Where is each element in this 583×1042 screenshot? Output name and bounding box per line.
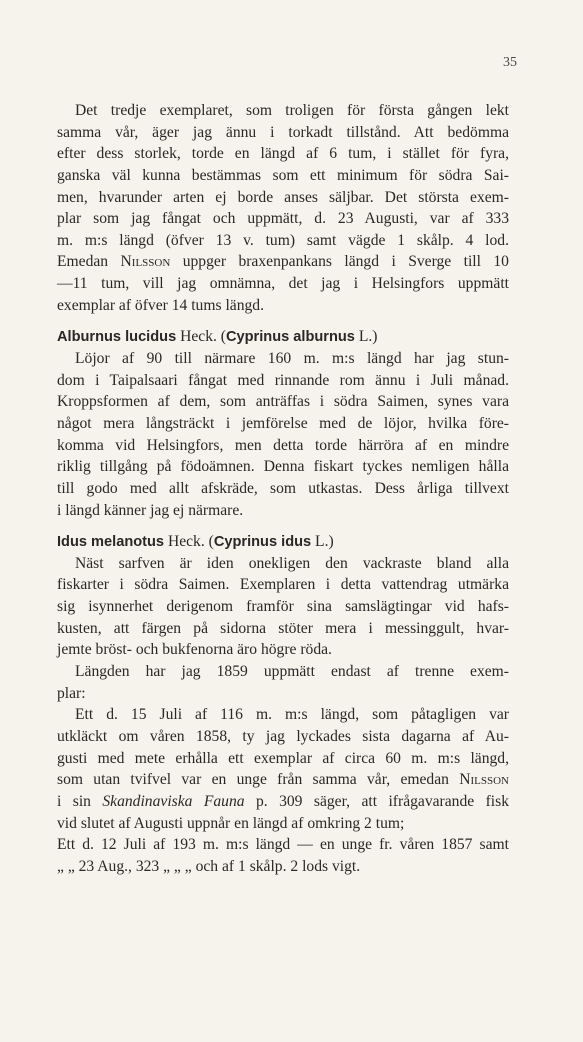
page-number: 35 [503,55,517,70]
text-line: Ett d. 12 Juli af 193 m. m:s längd — en unge fr. våren 1857 samt [57,836,509,854]
text-line: kusten, att färgen på sidorna stöter mera i messinggult, hvar- [57,619,509,637]
text-line [57,251,509,273]
text-line: riklig tillgång på födoämnen. Denna fiskart tyckes nemligen hålla [57,458,509,476]
text-line: Det tredje exemplaret, som troligen för första gången lekt [75,102,509,119]
species-synonym: Cyprinus idus [213,534,312,551]
text-line: men, hvarunder arten ej borde anses säljbar. Det största exem- [57,188,509,206]
text-line: till godo med allt afskräde, som utkastas. Dess årliga tillvext [57,479,509,497]
text-line: fiskarter i södra Saimen. Exemplaren i detta vattendrag utmärka [57,576,509,594]
text-segment: som utan tvifvel var en unge från samma vår, emedan [57,771,460,789]
heading-author: Heck. ( [176,328,226,346]
species-heading-idus [57,531,509,553]
text-line: jemte bröst- och bukfenorna äro högre röda. [57,641,332,659]
species-name: Idus melanotus [57,534,165,551]
text-line [57,769,509,791]
text-line: „ „ 23 Aug., 323 „ „ „ och af 1 skålp. 2 lods vigt. [57,857,361,875]
paragraph-2 [57,348,509,521]
text-line: Löjor af 90 till närmare 160 m. m:s längd har jag stun- [75,350,509,368]
text-segment: Emedan [57,253,121,271]
text-line: komma vid Helsingfors, men detta torde härröra af en mindre [57,436,509,454]
text-line: Kroppsformen af dem, som anträffas i södra Saimen, synes vara [57,393,509,411]
author-name: Nilsson [120,253,171,271]
paragraph-4 [57,661,509,704]
paragraph-6 [57,834,509,877]
text-line: plar: [57,684,86,702]
heading-end: L.) [311,533,334,551]
author-name: Nilsson [459,771,509,789]
text-line: gusti med mete erhålla ett exemplar af circa 60 m. m:s längd, [57,749,509,767]
text-line: vid slutet af Augusti uppnår en längd af omkring 2 tum; [57,814,405,832]
text-line: dom i Taipalsaari fångat med rinnande rom ännu i Juli månad. [57,371,509,389]
text-line: Ett d. 15 Juli af 116 m. m:s längd, som påtagligen var [75,706,509,724]
paragraph-1 [57,100,509,316]
text-line: exemplar af öfver 14 tums längd. [57,296,264,314]
paragraph-3 [57,553,509,661]
book-title: Skandinaviska Fauna [102,792,245,810]
text-segment: uppger braxenpankans längd i Sverge till 10 [170,253,509,271]
text-line: samma vår, äger jag ännu i torkadt tillstånd. Att bedömma [57,123,509,141]
text-segment: i sin [57,792,103,810]
heading-author: Heck. ( [164,533,214,551]
text-line: m. m:s längd (öfver 13 v. tum) samt vägde 1 skålp. 4 lod. [57,231,509,249]
text-body [57,100,509,877]
text-line: sig isynnerhet derigenom framför sina samslägtingar vid hafs- [57,598,509,616]
text-line: i längd känner jag ej närmare. [57,501,244,519]
text-line: ganska väl kunna bestämmas som ett minimum för södra Sai- [57,166,509,184]
text-line: efter dess storlek, torde en längd af 6 tum, i stället för fyra, [57,145,509,163]
text-line: Näst sarfven är iden onekligen den vackraste bland alla [75,554,509,572]
text-line: Längden har jag 1859 uppmätt endast af trenne exem- [75,663,509,681]
text-line: —11 tum, vill jag omnämna, det jag i Helsingfors uppmätt [57,275,509,293]
text-line: plar som jag fångat och uppmätt, d. 23 Augusti, var af 333 [57,210,509,228]
text-segment: p. 309 säger, att ifrågavarande fisk [244,792,509,810]
species-heading-alburnus [57,326,509,348]
species-name: Alburnus lucidus [57,329,177,346]
heading-end: L.) [354,328,378,346]
text-line: något mera långsträckt i jemförelse med de löjor, hvilka före- [57,414,509,432]
paragraph-5 [57,704,509,834]
text-line [57,791,509,813]
text-line: utkläckt om våren 1858, ty jag lyckades sista dagarna af Au- [57,727,509,745]
species-synonym: Cyprinus alburnus [225,329,355,346]
